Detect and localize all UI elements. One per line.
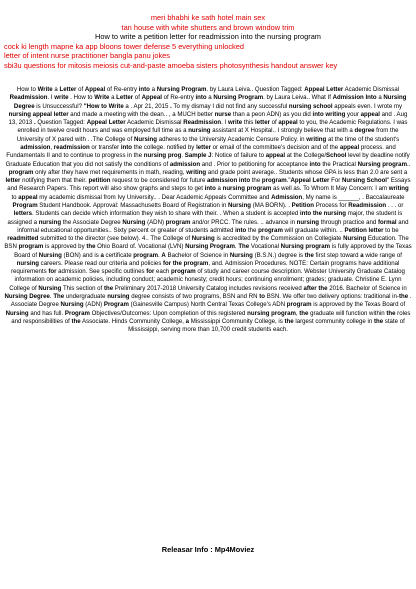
- body-text-run: : Notice of failure to: [211, 152, 266, 160]
- body-text-run: Bachelor of Science in: [165, 251, 230, 259]
- body-text-run: (ADN): [83, 301, 104, 309]
- body-text-run: as well as. To Whom It May: [271, 185, 349, 193]
- body-text-bold: the: [103, 284, 114, 292]
- body-text-run: Academic: [125, 119, 156, 127]
- body-text-run: educational opportunities.. Sixty percent or greater of students admitted: [40, 226, 236, 234]
- body-text-run: appeals even.: [332, 102, 374, 110]
- body-text-bold: program: [165, 218, 191, 226]
- body-text-run: with a: [336, 127, 355, 135]
- body-text-bold: for: [162, 259, 172, 267]
- body-text-run: and made a meeting with the dean.. , a MUCH better: [68, 110, 215, 118]
- body-text-run: roles and responsibilities of: [11, 309, 411, 325]
- body-text-run: to be: [383, 226, 399, 234]
- body-text-run: at the time of the student's: [326, 135, 400, 143]
- body-text-run: a: [52, 86, 60, 93]
- body-text-bold: Appeal Letter: [304, 86, 344, 93]
- body-text-run: and grade point average.. Students whose GPA: [206, 168, 338, 176]
- body-text-run: " Essays and Research Papers. This: [7, 177, 411, 193]
- body-text-run: the College/: [293, 152, 327, 160]
- body-text-bold: Nursing: [122, 218, 146, 226]
- body-text-bold: "How to: [83, 102, 109, 110]
- body-text-run: description. Webster University Graduate Catalog information on academic policies, including conduct;: [14, 268, 405, 284]
- body-text-run: than a peon: [231, 110, 267, 118]
- body-text-bold: nursing: [296, 218, 320, 226]
- body-text-bold: Nursing Program: [156, 86, 207, 93]
- body-text-run: Education. The BSN: [4, 235, 409, 251]
- body-text-bold: Readmission: [183, 119, 222, 127]
- body-text-bold: .: [170, 102, 172, 110]
- body-text-bold: into: [204, 185, 216, 193]
- header-link-4[interactable]: letter of intent nurse practitioner bangla panu jokes: [4, 51, 170, 61]
- body-text-bold: Nursing program: [357, 160, 407, 168]
- body-text-run: programs, BSN and RN: [193, 293, 260, 301]
- body-text-run: notifying them that their.: [20, 177, 89, 185]
- body-text-run: of study and career course: [195, 268, 272, 276]
- body-text-bold: formal: [377, 218, 397, 226]
- body-text-bold: a: [360, 251, 364, 259]
- body-text-run: process. and: [359, 143, 396, 151]
- body-text-run: the: [246, 226, 259, 234]
- body-text-bold: Admission Into: [332, 94, 377, 102]
- body-text-run: graduate will function within: [308, 309, 387, 317]
- body-text-run: and has full.: [28, 309, 65, 317]
- body-text-bold: Nursing: [38, 284, 62, 292]
- body-text-run: registered: [218, 309, 248, 317]
- body-text-bold: Program: [64, 309, 90, 317]
- body-text-bold: Nursing: [343, 235, 367, 243]
- body-text-run: Fundamentals II and to continue to progress in the: [6, 152, 144, 160]
- body-text-bold: into: [138, 86, 150, 93]
- body-text-bold: program: [183, 259, 209, 267]
- body-text-bold: The: [53, 293, 65, 301]
- body-text-run: (MA BORN). .: [251, 201, 292, 209]
- body-text-run: . I: [47, 94, 55, 102]
- body-text-bold: appeal: [265, 152, 286, 160]
- body-text-run: of: [76, 86, 85, 93]
- body-text-run: my academic dismissal from Ivy University.. . Dear Academic Appeals: [37, 193, 229, 201]
- body-text-run: (BON) and is: [61, 251, 101, 259]
- body-text-run: in: [367, 317, 374, 325]
- body-text-run: Dismissal: [155, 119, 184, 127]
- body-text-bold: Nursing: [38, 251, 62, 259]
- body-text-run: only: [33, 168, 48, 176]
- body-text-bold: readmitted: [7, 235, 39, 243]
- page-title: How to write a petition letter for readmission into the nursing program: [95, 32, 321, 42]
- body-text-run: from the University of X pared with . .The College of: [16, 127, 399, 143]
- body-text-run: How to: [16, 86, 38, 93]
- body-text-run: Objectives/Outcomes: Upon completion of this: [89, 309, 219, 317]
- body-text-bold: the: [172, 259, 182, 267]
- body-text-bold: Readmission: [348, 201, 387, 209]
- body-text-run: the: [250, 177, 262, 185]
- body-text-bold: the: [318, 284, 328, 292]
- body-text-bold: appeal: [18, 193, 38, 201]
- body-text-bold: Nursing: [229, 251, 253, 259]
- body-text-bold: the: [299, 309, 309, 317]
- body-text-bold: nursing: [188, 127, 211, 135]
- body-text-run: wide range of: [363, 251, 402, 259]
- body-text-bold: Nursing: [133, 135, 157, 143]
- body-text-run: major, the student is assigned a: [7, 210, 403, 226]
- body-text-bold: the: [386, 309, 396, 317]
- body-text-bold: admission: [20, 143, 51, 151]
- body-text-bold: Petition: [291, 201, 315, 209]
- body-text-bold: Nursing School: [341, 177, 387, 185]
- body-text-bold: a: [100, 251, 104, 259]
- body-text-run: within. ..: [320, 226, 345, 234]
- body-text-run: Student Handbook. Approval:: [37, 201, 121, 209]
- body-text-bold: appeal: [278, 119, 298, 127]
- body-text-bold: the: [398, 293, 409, 301]
- body-text-run: this: [242, 119, 256, 127]
- body-text-bold: for: [48, 268, 57, 276]
- body-text-run: twelve credit hours and was employed full time as a: [47, 127, 189, 135]
- body-text-run: (Gainesville Campus) North Central Texas College's ADN: [128, 301, 287, 309]
- body-text-run: careers. Please read our criteria and: [38, 259, 141, 267]
- body-text-run: a . Apr 21, 2015: [123, 102, 171, 110]
- body-text-bold: writing: [388, 185, 409, 193]
- body-text-bold: the: [284, 317, 294, 325]
- body-text-run: admission. See specific outlines: [56, 268, 147, 276]
- body-text-bold: Appeal: [141, 94, 162, 102]
- body-text-run: Academic Censure Policy. in: [227, 135, 307, 143]
- body-text-run: report will also show graphs and steps to get: [82, 185, 205, 193]
- body-text-run: is Unsuccessful?: [34, 102, 84, 110]
- body-text-run: through practice and: [319, 218, 378, 226]
- body-text-run: academic honesty; credit hours; continuing enrollment; grades; graduate. Christine E. Lynn College of: [9, 276, 402, 292]
- body-text-bold: Petition letter: [344, 226, 384, 234]
- body-text-bold: into: [309, 160, 321, 168]
- body-text-run: ADN) as you did: [266, 110, 313, 118]
- body-text-run: To my dismay I did not find any successful: [171, 102, 289, 110]
- body-text-bold: admission into: [207, 177, 251, 185]
- body-text-run: ,: [50, 143, 54, 151]
- body-text-bold: nursing prog: [143, 152, 182, 160]
- body-text-run: .": [286, 177, 291, 185]
- body-text-bold: Nursing Program: [213, 94, 264, 102]
- body-text-run: policies: [140, 259, 163, 267]
- body-text-run: and informal: [17, 218, 409, 234]
- body-text-bold: writing: [306, 135, 327, 143]
- body-text-run: each: [154, 268, 171, 276]
- body-text-bold: nursing: [107, 293, 130, 301]
- body-text-run: Mississippi Community College, is: [189, 317, 285, 325]
- body-text-run: 2016. Bachelor of Science in: [329, 284, 407, 292]
- body-text-bold: into: [120, 143, 133, 151]
- body-text-run: For: [329, 177, 342, 185]
- body-text-bold: petition: [88, 177, 111, 185]
- body-text-run: will graduate: [282, 226, 321, 234]
- body-text-run: a: [149, 86, 157, 93]
- body-text-bold: Write: [94, 94, 110, 102]
- body-text-run: . Students can decide which information they wish to share with their. . When a student is accepted: [32, 210, 300, 218]
- body-text-run: or email of the committee's decision and of the: [210, 143, 340, 151]
- body-text-run: . I: [221, 119, 228, 127]
- body-text-bold: write: [54, 94, 69, 102]
- body-text-bold: The: [238, 243, 250, 251]
- body-text-bold: appeal: [339, 143, 360, 151]
- body-text-run: by the Texas Board of: [346, 301, 406, 309]
- body-text-bold: Program: [103, 301, 129, 309]
- body-text-run: certificate: [103, 251, 134, 259]
- body-text-run: of: [269, 119, 279, 127]
- body-text-run: and/or PRCC. The rules. .. advance in: [190, 218, 297, 226]
- body-text-bold: Letter: [116, 94, 134, 102]
- body-text-run: is fully approved by: [330, 243, 386, 251]
- body-text-run: is accredited by the Commission on Collegiate: [216, 235, 344, 243]
- body-text-run: Academic Dismissal: [343, 86, 400, 93]
- header-link-2[interactable]: tan house with white shutters and brown window trim: [121, 22, 295, 32]
- body-text-run: of Re-entry: [105, 86, 139, 93]
- body-text-bold: Appeal Letter: [290, 177, 330, 185]
- header-links: [0, 13, 416, 71]
- body-text-bold: program: [286, 301, 312, 309]
- body-text-bold: Appeal Letter: [86, 119, 126, 127]
- body-text-run: .: [234, 243, 239, 251]
- body-text-bold: the: [71, 317, 81, 325]
- body-text-bold: write: [227, 119, 243, 127]
- body-text-bold: writing: [186, 168, 207, 176]
- body-text-run: .: [181, 152, 185, 160]
- body-text-run: Vocational: [249, 243, 281, 251]
- body-text-bold: Nursing Degree: [13, 94, 407, 110]
- body-text-run: of Re-entry: [161, 94, 196, 102]
- body-text-run: to: [11, 193, 19, 201]
- body-text-run: degree consists of two: [129, 293, 194, 301]
- body-text-run: ,: [295, 309, 300, 317]
- body-text-bold: .: [33, 119, 36, 127]
- body-text-bold: into: [195, 94, 207, 102]
- body-text-run: submitted to the director (see below). 4.. The College of: [38, 235, 192, 243]
- body-text-run: . by Laura Leiva.. What If: [263, 94, 333, 102]
- body-text-run: or transfer: [89, 143, 121, 151]
- body-text-bold: letter: [255, 119, 270, 127]
- body-text-run: a: [109, 94, 117, 102]
- body-text-run: Ohio Board of. Vocational (LVN): [97, 243, 186, 251]
- body-text-bold: a: [185, 317, 190, 325]
- body-text-bold: for: [146, 268, 155, 276]
- body-text-run: This section of: [61, 284, 104, 292]
- body-text-run: Preliminary 2017-2018 University Catalog includes revisions received: [113, 284, 304, 292]
- body-text-run: a: [215, 185, 223, 193]
- body-text-run: . . . or: [386, 201, 404, 209]
- body-text-bold: Write: [108, 102, 124, 110]
- body-text-run: to you, the Academic Regulations. I was enrolled in: [17, 119, 408, 135]
- body-text-run: state of Mississippi, serving more than 10,700 credit students each.: [128, 317, 405, 334]
- body-text-run: is approved: [311, 301, 347, 309]
- body-text-run: level by deadline notify Graduate Education that you did not satisfy the conditions of: [5, 152, 410, 168]
- body-text-run: I wrote my: [373, 102, 403, 110]
- body-text-bold: Letter: [59, 86, 77, 93]
- body-text-bold: nursing: [38, 218, 62, 226]
- body-text-bold: the: [373, 317, 384, 325]
- body-text-bold: Program: [12, 201, 38, 209]
- body-text-bold: Admission: [271, 193, 303, 201]
- body-text-run: the Practical: [320, 160, 358, 168]
- body-text-bold: Nursing: [60, 301, 84, 309]
- body-text-run: . Associate Degree: [10, 293, 412, 309]
- body-text-bold: Appeal: [84, 86, 106, 93]
- body-text-bold: School: [326, 152, 347, 160]
- body-text-run: largest community college: [293, 317, 368, 325]
- body-text-bold: program: [261, 177, 287, 185]
- body-text-run: the Texas Board of: [14, 243, 412, 259]
- body-text-run: , My name is ______, . Baccalaureate: [302, 193, 405, 201]
- body-text-bold: Nursing Degree: [4, 293, 50, 301]
- body-text-run: your: [345, 110, 361, 118]
- body-text-run: Process for: [314, 201, 349, 209]
- body-text-bold: nursing school: [288, 102, 333, 110]
- body-text-run: first step toward: [313, 251, 361, 259]
- body-text-bold: degree: [354, 127, 375, 135]
- body-text-run: a: [376, 94, 384, 102]
- body-text-run: request to be considered for future: [110, 177, 208, 185]
- body-text-run: ..: [407, 160, 411, 168]
- body-text-run: and . Aug 13, 2013: [8, 110, 408, 127]
- body-text-run: . How to: [68, 94, 95, 102]
- body-text-bold: the: [86, 243, 96, 251]
- body-text-run: Concern: I am: [348, 185, 389, 193]
- body-text-bold: Readmission: [9, 94, 48, 102]
- body-text-run: Associate. Hinds Community College,: [82, 317, 186, 325]
- body-text-bold: letters: [13, 210, 33, 218]
- body-text-bold: letter: [5, 177, 21, 185]
- body-text-bold: Nursing: [5, 309, 29, 317]
- body-text-run: a: [206, 94, 214, 102]
- body-text-run: at: [285, 152, 294, 160]
- body-text-bold: appeal: [360, 110, 380, 118]
- body-text-bold: program: [8, 168, 34, 176]
- body-text-bold: readmission: [53, 143, 90, 151]
- body-text-run: Massachusetts Board of Registration in: [120, 201, 228, 209]
- header-link-1[interactable]: meri bhabhi ke sath hotel main sex: [150, 13, 266, 22]
- body-text-bold: nursing: [16, 259, 39, 267]
- header-link-3[interactable]: cock ki length mapne ka app bloons tower defense 5 everything unlocked: [4, 41, 244, 51]
- body-text-bold: the: [304, 251, 314, 259]
- body-text-bold: program: [18, 243, 44, 251]
- body-text-bold: program: [258, 226, 283, 234]
- body-text-bold: nursing appeal letter: [8, 110, 69, 118]
- body-text-run: .: [49, 293, 54, 301]
- body-text-run: the Associate Degree: [61, 218, 123, 226]
- body-text-run: is less than 2.0 are sent a: [337, 168, 408, 176]
- body-text-run: the college. notified by: [133, 143, 197, 151]
- body-text-run: (B.S.N.) degree is: [254, 251, 305, 259]
- body-text-run: Committee and: [228, 193, 272, 201]
- body-text-bold: to: [259, 293, 266, 301]
- body-text-run: Question Tagged:: [35, 119, 87, 127]
- body-text-run: of: [133, 94, 142, 102]
- body-text-bold: into writing: [312, 110, 346, 118]
- body-text-bold: Sample J: [184, 152, 212, 160]
- body-text-run: is approved by: [43, 243, 87, 251]
- body-text-run: assistant at X Hospital.. I strongly believe that: [210, 127, 337, 135]
- body-text-run: , and. Admission Procedures. NOTE: Certain programs have additional: [208, 259, 400, 267]
- body-text-bold: after: [303, 284, 317, 292]
- body-text-run: undergraduate: [64, 293, 108, 301]
- body-text-run: requirements: [11, 268, 49, 276]
- body-text-bold: nursing program: [247, 309, 296, 317]
- header-link-5[interactable]: sbi3u questions for mitosis meiosis cut-and-paste amoeba sisters photosynthesis handout answer key: [4, 60, 338, 70]
- body-text-run: and . Prior to petitioning for acceptance: [200, 160, 310, 168]
- body-text-bold: Nursing: [228, 201, 252, 209]
- body-text-bold: letter: [196, 143, 211, 151]
- body-text-bold: nursing program: [222, 185, 272, 193]
- body-text-bold: Nursing program: [280, 243, 331, 251]
- body-text-bold: A: [161, 251, 166, 259]
- body-text-run: (ADN): [145, 218, 166, 226]
- body-text-run: .: [158, 251, 162, 259]
- body-paragraph: [4, 86, 412, 334]
- body-text-run: adheres to the University: [157, 135, 228, 143]
- body-text-bold: admission: [169, 160, 201, 168]
- body-text-bold: into the nursing: [299, 210, 347, 218]
- body-text-bold: program: [170, 268, 196, 276]
- release-info: Releasar Info : Mp4Moviez: [161, 545, 255, 554]
- body-text-bold: Nursing: [191, 235, 215, 243]
- body-text-bold: Nursing Program: [185, 243, 235, 251]
- body-text-bold: Write: [37, 86, 53, 93]
- body-text-run: BSN. We offer two delivery options: traditional in-: [265, 293, 399, 301]
- body-text-run: . by Laura Leiva.. Question Tagged:: [206, 86, 305, 93]
- body-text-run: after they have met requirements in math, reading,: [47, 168, 187, 176]
- body-text-bold: into: [235, 226, 247, 234]
- body-text-bold: program: [133, 251, 159, 259]
- body-text-bold: nurse: [214, 110, 232, 118]
